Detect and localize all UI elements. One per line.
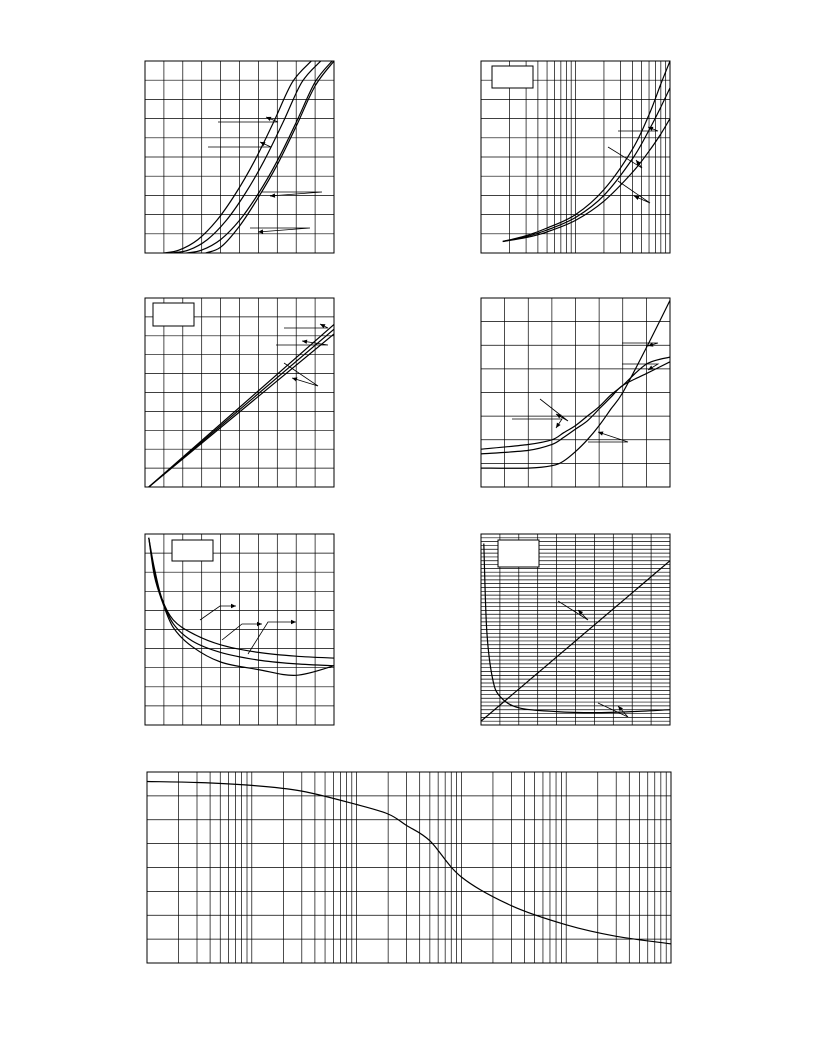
grid-response <box>147 772 671 963</box>
series-line-1 <box>147 782 671 944</box>
arrowhead <box>556 423 561 428</box>
legend-box <box>492 66 533 88</box>
arrowhead <box>291 620 296 624</box>
grid-log-rise <box>481 61 670 253</box>
chart-linear <box>145 298 334 487</box>
grid-decay <box>145 534 334 725</box>
chart-log-rise <box>481 61 670 253</box>
arrowhead <box>648 366 653 370</box>
callout-leader <box>250 228 310 234</box>
callout-leader <box>284 324 328 328</box>
callout-leader <box>222 622 262 640</box>
legend-box <box>498 540 539 567</box>
chart-decay <box>145 534 334 725</box>
arrowhead <box>302 340 307 344</box>
callout-leader <box>618 181 650 203</box>
series-group <box>147 782 671 944</box>
chart-dense-grid <box>481 534 670 725</box>
callout-leader <box>512 419 562 428</box>
series-line-3 <box>149 334 334 487</box>
callout-leader <box>284 363 318 386</box>
chart-response <box>147 772 671 963</box>
grid-transfer <box>145 61 334 253</box>
grid-temperature <box>481 298 670 487</box>
arrowhead <box>270 193 275 197</box>
callout-leader <box>618 127 658 131</box>
callout-leader <box>540 399 568 421</box>
callout-leader <box>588 431 628 442</box>
callout-leader <box>262 192 322 198</box>
series-line-2 <box>484 544 670 713</box>
legend-box <box>172 540 213 561</box>
arrowhead <box>258 229 263 233</box>
legend-box <box>153 303 194 326</box>
arrowhead <box>257 622 262 626</box>
callout-leader <box>608 147 642 168</box>
arrowhead <box>292 377 297 381</box>
callout-leader <box>622 342 658 346</box>
series-line-2 <box>503 88 670 242</box>
callout-leader <box>200 604 236 620</box>
series-group <box>149 324 334 487</box>
callout-leader <box>218 117 278 122</box>
arrowhead <box>231 604 236 608</box>
chart-transfer <box>145 61 334 253</box>
chart-temperature <box>481 298 670 487</box>
